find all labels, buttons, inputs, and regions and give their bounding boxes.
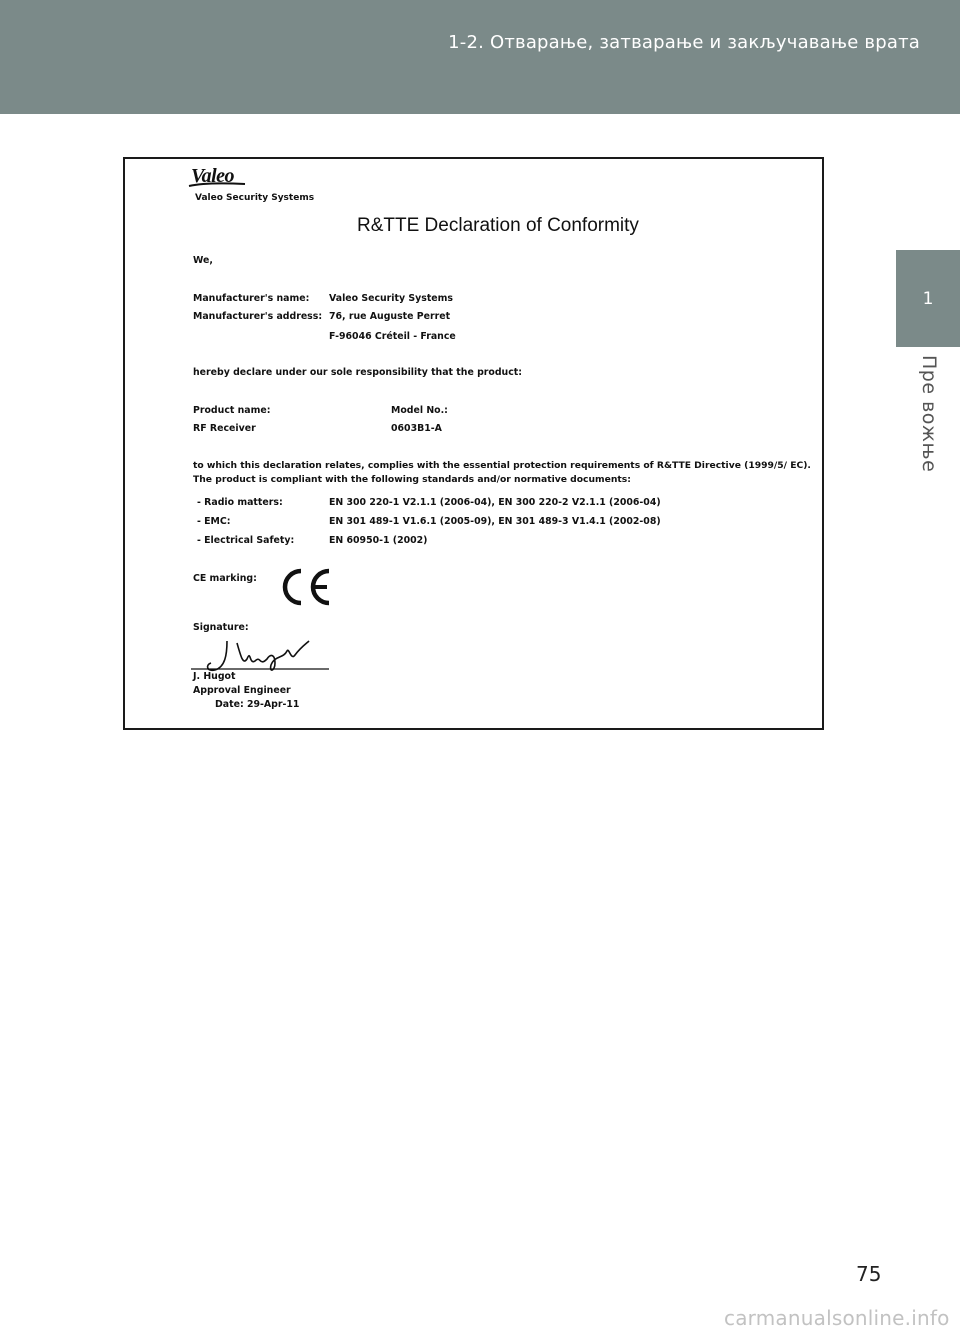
signature-date: Date: 29-Apr-11 bbox=[215, 699, 300, 710]
compliance-line-2: The product is compliant with the following standards and/or normative documents: bbox=[193, 474, 631, 485]
compliance-line-1: to which this declaration relates, complies with the essential protection requirements of R&TTE Directive (1999/5/ EC). bbox=[193, 460, 811, 471]
company-line: Valeo Security Systems bbox=[195, 193, 315, 203]
chapter-label: Пре вожње bbox=[918, 355, 940, 473]
standard-value-safety: EN 60950-1 (2002) bbox=[329, 535, 428, 546]
standard-value-emc: EN 301 489-1 V1.6.1 (2005-09), EN 301 489-3 V1.4.1 (2002-08) bbox=[329, 516, 661, 527]
chapter-tab bbox=[896, 250, 960, 347]
section-title: 1-2. Отварање, затварање и закључавање врата bbox=[448, 32, 920, 53]
signature-label: Signature: bbox=[193, 622, 249, 633]
signer-role: Approval Engineer bbox=[193, 685, 291, 696]
model-no-value: 0603B1-A bbox=[391, 423, 442, 434]
ce-marking-label: CE marking: bbox=[193, 573, 257, 584]
manufacturer-address-label: Manufacturer's address: bbox=[193, 311, 323, 322]
ce-mark-icon bbox=[277, 567, 333, 607]
model-no-label: Model No.: bbox=[391, 405, 448, 416]
product-name-label: Product name: bbox=[193, 405, 271, 416]
valeo-logo-swoosh-icon bbox=[187, 181, 247, 189]
watermark: carmanualsonline.info bbox=[724, 1306, 950, 1330]
standard-label-safety: - Electrical Safety: bbox=[197, 535, 295, 546]
chapter-header-band bbox=[0, 0, 960, 114]
signer-name: J. Hugot bbox=[193, 671, 236, 682]
declare-line: hereby declare under our sole responsibility that the product: bbox=[193, 367, 523, 378]
product-name-value: RF Receiver bbox=[193, 423, 256, 434]
chapter-number: 1 bbox=[922, 288, 934, 309]
page-number: 75 bbox=[856, 1262, 882, 1286]
address-line-2: F-96046 Créteil - France bbox=[329, 331, 456, 342]
declaration-document bbox=[123, 157, 824, 730]
valeo-logo: Valeo bbox=[191, 165, 235, 187]
declaration-title: R&TTE Declaration of Conformity bbox=[357, 215, 639, 236]
we-text: We, bbox=[193, 255, 213, 266]
address-line-1: 76, rue Auguste Perret bbox=[329, 311, 451, 322]
standard-label-radio: - Radio matters: bbox=[197, 497, 283, 508]
standard-value-radio: EN 300 220-1 V2.1.1 (2006-04), EN 300 220-2 V2.1.1 (2006-04) bbox=[329, 497, 661, 508]
manufacturer-name-value: Valeo Security Systems bbox=[329, 293, 454, 304]
standard-label-emc: - EMC: bbox=[197, 516, 231, 527]
manufacturer-name-label: Manufacturer's name: bbox=[193, 293, 310, 304]
